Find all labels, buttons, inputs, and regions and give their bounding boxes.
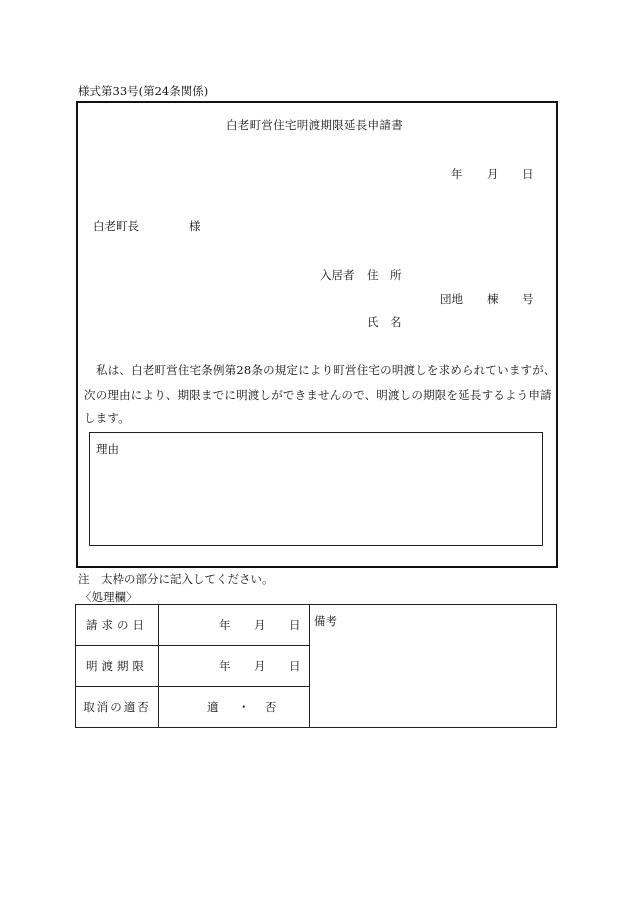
deadline-month: 月 — [254, 659, 266, 673]
building-label: 棟 — [487, 292, 499, 306]
addressee-honorific: 様 — [189, 219, 201, 233]
name-label: 氏 名 — [367, 315, 402, 329]
remarks-label: 備考 — [314, 614, 337, 628]
processing-section-label: 〈処理欄〉 — [80, 590, 138, 604]
remarks-cell[interactable] — [310, 605, 557, 728]
choice-approve[interactable]: 適 — [207, 700, 219, 714]
complex-label: 団地 — [440, 292, 463, 306]
processing-table — [75, 604, 557, 728]
reason-label: 理由 — [96, 442, 119, 456]
request-date-field[interactable] — [159, 605, 310, 646]
deadline-day: 日 — [289, 659, 301, 673]
addressee-name: 白老町長 — [93, 219, 139, 233]
request-day: 日 — [289, 618, 301, 632]
choice-separator: ・ — [238, 700, 250, 714]
deadline-year: 年 — [219, 659, 231, 673]
date-year-label: 年 — [451, 167, 463, 181]
deadline-field[interactable] — [159, 646, 310, 687]
choice-reject[interactable]: 否 — [265, 700, 277, 714]
form-title: 白老町営住宅明渡期限延長申請書 — [226, 118, 403, 132]
address-label: 住 所 — [367, 268, 402, 282]
body-line-2: 次の理由により、期限までに明渡しができませんので、明渡しの期限を延長するよう申請 — [84, 388, 552, 402]
body-line-1: 私は、白老町営住宅条例第28条の規定により町営住宅の明渡しを求められていますが、 — [96, 363, 556, 377]
date-month-label: 月 — [487, 167, 499, 181]
date-day-label: 日 — [522, 167, 534, 181]
reason-input-box[interactable] — [89, 432, 543, 546]
deadline-label: 明渡期限 — [76, 646, 159, 687]
body-line-3: します。 — [84, 411, 130, 425]
fill-note: 注 太枠の部分に記入してください。 — [78, 572, 274, 586]
resident-label: 入居者 — [320, 268, 355, 282]
request-year: 年 — [219, 618, 231, 632]
cancellation-label: 取消の適否 — [76, 687, 159, 728]
unit-label: 号 — [522, 292, 534, 306]
request-month: 月 — [254, 618, 266, 632]
request-date-label: 請求の日 — [76, 605, 159, 646]
cancellation-field[interactable] — [159, 687, 310, 728]
form-number: 様式第33号(第24条関係) — [78, 84, 209, 98]
